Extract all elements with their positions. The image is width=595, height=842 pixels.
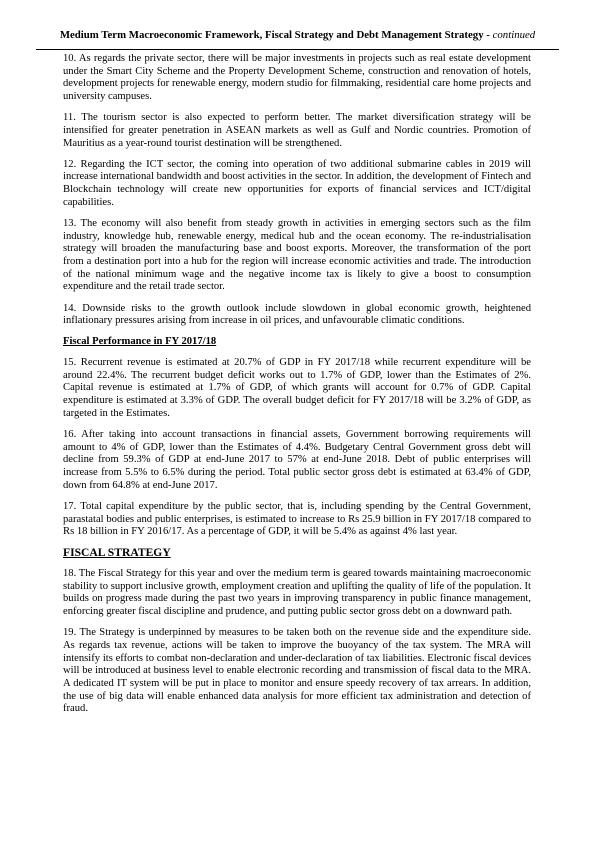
- body-text: [63, 53, 531, 725]
- heading-fiscal-strategy: FISCAL STRATEGY: [63, 546, 171, 560]
- paragraph-10: 10. As regards the private sector, there will be major investments in projects such as real estate development under the Smart City Scheme and the Property Development Scheme, construction and renovation of hotels, development projects for renewable energy, modern studio for filmmaking, residential care home projects and university campuses.: [63, 53, 531, 103]
- paragraph-19: 19. The Strategy is underpinned by measures to be taken both on the revenue side and the expenditure side. As regards tax revenue, actions will be taken to improve the buoyancy of the tax system. The MRA will intensify its efforts to combat non-declaration and under-declaration of tax liabilities. Electronic fiscal devices will be introduced at business level to enable electronic recording and transmission of fiscal data to the MRA. A dedicated IT system will be put in place to monitor and ensure speedy recovery of tax arrears. In addition, the use of big data will enable enhanced data analysis for more efficient tax administration and detection of fraud.: [63, 627, 531, 715]
- paragraph-13: 13. The economy will also benefit from steady growth in activities in emerging sectors such as the film industry, knowledge hub, renewable energy, medical hub and the ocean economy. The re-industrialisation strategy will broaden the manufacturing base and boost exports. Moreover, the transformation of the port from a destination port into a hub for the region will increase economic activities and trade. The introduction of the national minimum wage and the negative income tax is likely to give a boost to consumption expenditure and the retail trade sector.: [63, 217, 531, 293]
- paragraph-18: 18. The Fiscal Strategy for this year and over the medium term is geared towards maintaining macroeconomic stability to support inclusive growth, employment creation and uplifting the quality of life of the population. It builds on progress made during the past two years in improving transparency in public finance management, enforcing greater fiscal discipline and prudence, and putting public sector gross debt on a downward path.: [63, 568, 531, 618]
- paragraph-16: 16. After taking into account transactions in financial assets, Government borrowing requirements will amount to 4% of GDP, lower than the Estimates of 4.4%. Budgetary Central Government gross debt will decline from 59.3% of GDP at end-June 2017 to 57% at end-June 2018. Debt of public enterprises will increase from 5.5% to 6.5% during the period. Total public sector gross debt is estimated at 63.4% of GDP, down from 64.8% at end-June 2017.: [63, 428, 531, 491]
- paragraph-14: 14. Downside risks to the growth outlook include slowdown in global economic growth, heightened inflationary pressures arising from increase in oil prices, and unfavourable climatic conditions.: [63, 302, 531, 327]
- heading-fiscal-performance: Fiscal Performance in FY 2017/18: [63, 336, 217, 348]
- paragraph-12: 12. Regarding the ICT sector, the coming into operation of two additional submarine cables in 2019 will increase international bandwidth and boost activities in the sector. In addition, the development of Fintech and Blockchain technology will create new opportunities for exports of financial services and ICT/digital capabilities.: [63, 158, 531, 208]
- header-continued: continued: [492, 29, 536, 41]
- header-title: Medium Term Macroeconomic Framework, Fiscal Strategy and Debt Management Strategy -: [59, 29, 493, 41]
- paragraph-15: 15. Recurrent revenue is estimated at 20.7% of GDP in FY 2017/18 while recurrent expenditure will be around 22.4%. The recurrent budget deficit works out to 1.7% of GDP, lower than the Estimates of 2%. Capital revenue is estimated at 1.7% of GDP, of which grants will account for 0.7% of GDP. Capital expenditure is estimated at 3.3% of GDP. The overall budget deficit for FY 2017/18 will be 3.2% of GDP, as targeted in the Estimates.: [63, 357, 531, 419]
- running-header: [36, 28, 559, 42]
- paragraph-11: 11. The tourism sector is also expected to perform better. The market diversification strategy will be intensified for greater penetration in ASEAN markets as well as Gulf and Nordic countries. Promotion of Mauritius as a year-round tourist destination will be strengthened.: [63, 112, 531, 149]
- header-rule: [36, 49, 559, 50]
- paragraph-17: 17. Total capital expenditure by the public sector, that is, including spending by the Central Government, parastatal bodies and public enterprises, is estimated to increase to Rs 25.9 billion in FY 2017/18 compared to Rs 18 billion in FY 2016/17. As a percentage of GDP, it will be 5.4% as against 4% last year.: [63, 500, 531, 538]
